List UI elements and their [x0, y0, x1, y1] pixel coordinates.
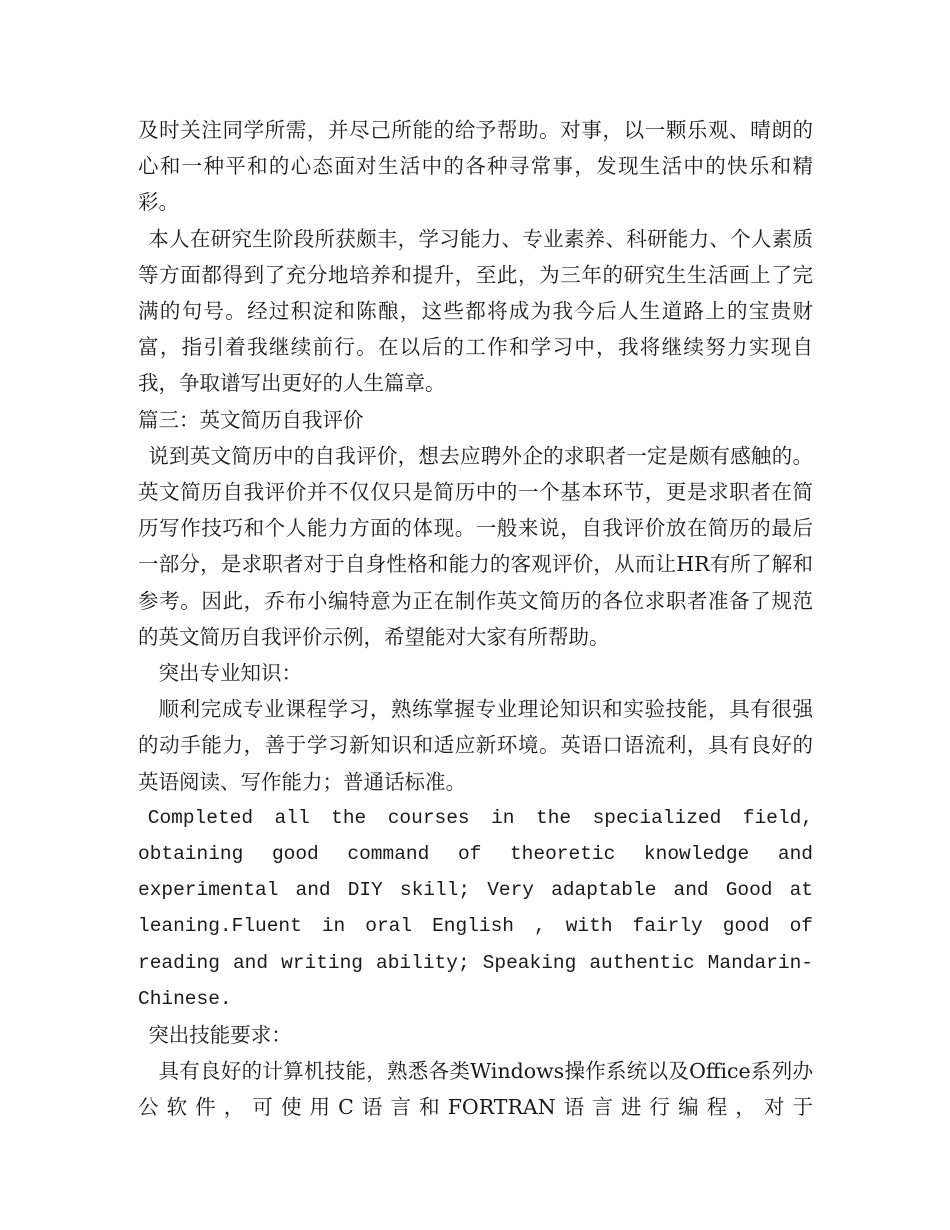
section-heading-part3: 篇三：英文简历自我评价 — [138, 407, 364, 432]
paragraph-graduate-summary: 本人在研究生阶段所获颇丰，学习能力、专业素养、科研能力、个人素质等方面都得到了充分地培养和提升，至此，为三年的研究生生活画上了完满的句号。经过积淀和陈酿，这些都将成为我今后人生道路上的宝贵财富，指引着我继续前行。在以后的工作和学习中，我将继续努力实现自我，争取谱写出更好的人生篇章。 — [138, 226, 813, 396]
paragraph-professional-knowledge-en: Completed all the courses in the specialized field, obtaining good command of theoretic knowledge and experimental and DIY skill; Very adaptable and Good at leaning.Fluent in oral English , with fairly good of reading and writing ability; Speaking authentic Mandarin-Chinese. — [138, 806, 813, 1010]
subheading-professional-knowledge: 突出专业知识： — [158, 661, 302, 686]
subheading-skill-requirements: 突出技能要求： — [148, 1023, 292, 1048]
paragraph-intro-continuation: 及时关注同学所需，并尽己所能的给予帮助。对事，以一颗乐观、晴朗的心和一种平和的心态面对生活中的各种寻常事，发现生活中的快乐和精彩。 — [138, 118, 813, 215]
paragraph-professional-knowledge-cn: 顺利完成专业课程学习，熟练掌握专业理论知识和实验技能，具有很强的动手能力，善于学习新知识和适应新环境。英语口语流利，具有良好的英语阅读、写作能力；普通话标准。 — [138, 697, 813, 794]
document-page — [138, 112, 813, 1126]
paragraph-english-resume-intro: 说到英文简历中的自我评价，想去应聘外企的求职者一定是颇有感触的。英文简历自我评价并不仅仅只是简历中的一个基本环节，更是求职者在简历写作技巧和个人能力方面的体现。一般来说，自我评价放在简历的最后一部分，是求职者对于自身性格和能力的客观评价，从而让HR有所了解和参考。因此，乔布小编特意为正在制作英文简历的各位求职者准备了规范的英文简历自我评价示例，希望能对大家有所帮助。 — [138, 443, 813, 649]
paragraph-computer-skills: 具有良好的计算机技能，熟悉各类Windows操作系统以及Office系列办公软件，可使用C语言和FORTRAN语言进行编程，对于 — [138, 1059, 813, 1120]
